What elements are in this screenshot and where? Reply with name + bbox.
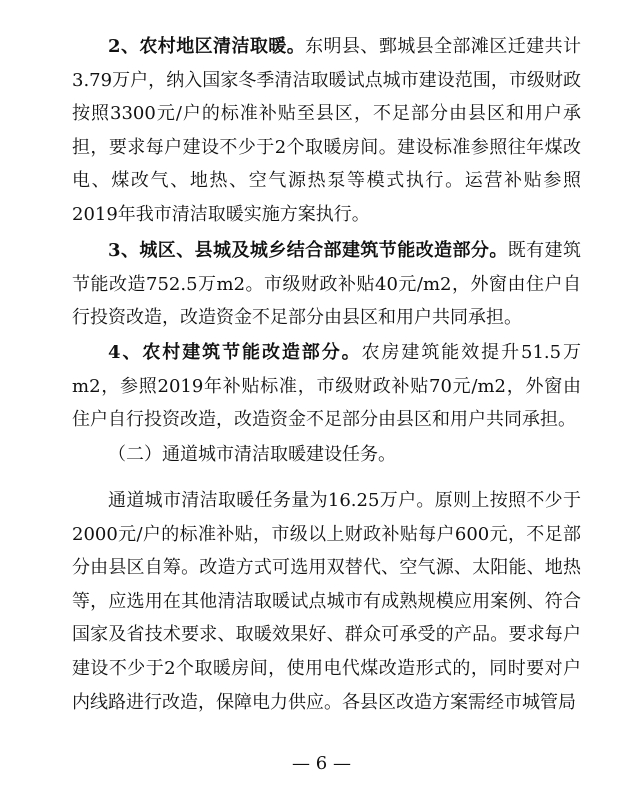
paragraph-corridor-city-heating: 通道城市清洁取暖任务量为16.25万户。原则上按照不少于2000元/户的标准补贴，市级以上财政补贴每户600元，不足部分由县区自筹。改造方式可选用双替代、空气源、太阳能、地热等，应选用在其他清洁取暖试点城市有成熟规模应用案例、符合国家及省技术要求、取暖效果好、群众可承受的产品。要求每户建设不少于2个取暖房间，使用电代煤改造形式的，同时要对户内线路进行改造，保障电力供应。各县区改造方案需经市城管局 [72,490,581,713]
paragraph-body: 既有建筑节能改造752.5万m2。市级财政补贴40元/m2，外窗由住户自行投资改造，改造资金不足部分由县区和用户共同承担。 [72,240,582,329]
paragraph-rural-clean-heating [72,30,581,232]
paragraph-rural-building-energy [72,336,581,437]
section-heading: （二）通道城市清洁取暖建设任务。 [108,444,396,465]
paragraph-urban-building-energy [72,234,581,335]
page-number: — 6 — [292,753,351,774]
paragraph-body: 东明县、鄄城县全部滩区迁建共计3.79万户，纳入国家冬季清洁取暖试点城市建设范围，市级财政按照3300元/户的标准补贴至县区，不足部分由县区和用户承担，要求每户建设不少于2个取暖房间。建设标准参照往年煤改电、煤改气、地热、空气源热泵等模式执行。运营补贴参照2019年我市清洁取暖实施方案执行。 [72,36,582,225]
paragraph-body: 农房建筑能效提升51.5万m2，参照2019年补贴标准，市级财政补贴70元/m2，外窗由住户自行投资改造，改造资金不足部分由县区和用户共同承担。 [72,342,581,431]
paragraph-lead: 4、农村建筑节能改造部分。 [108,342,362,363]
paragraph-lead: 3、城区、县城及城乡结合部建筑节能改造部分。 [108,240,508,261]
paragraph-lead: 2、农村地区清洁取暖。 [108,36,306,57]
